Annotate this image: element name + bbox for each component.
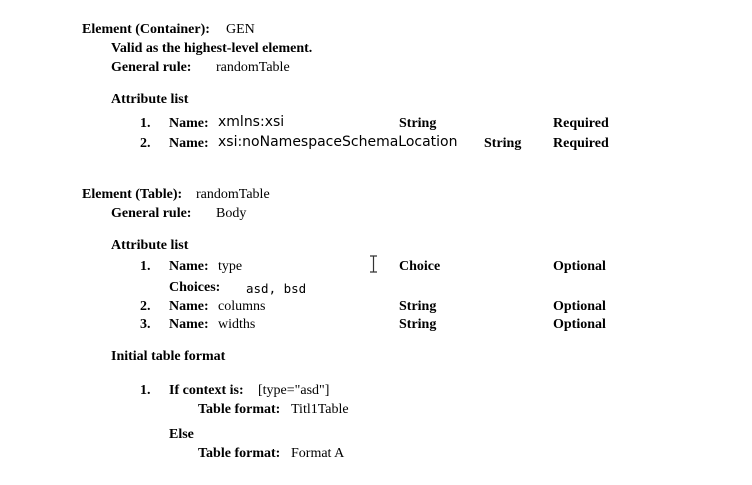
attribute-name-label: Name:: [169, 136, 209, 151]
attribute-type: String: [399, 299, 437, 314]
else-table-format-label: Table format:: [198, 446, 281, 461]
attribute-number: 3.: [140, 317, 151, 332]
attribute-type: Choice: [399, 259, 441, 274]
choices-label: Choices:: [169, 280, 221, 295]
attribute-type: String: [399, 317, 437, 332]
element-table-label: Element (Table):: [82, 187, 183, 202]
initial-table-format-heading: Initial table format: [111, 349, 226, 364]
general-rule-label: General rule:: [111, 206, 192, 221]
format-rule-number: 1.: [140, 383, 151, 398]
element-table-value: randomTable: [196, 187, 270, 202]
general-rule-label: General rule:: [111, 60, 192, 75]
attribute-type: String: [399, 116, 437, 131]
table-format-label: Table format:: [198, 402, 281, 417]
attribute-name: xsi:noNamespaceSchemaLocation: [218, 134, 458, 150]
attribute-name-label: Name:: [169, 317, 209, 332]
element-container-label: Element (Container):: [82, 22, 210, 37]
general-rule-value: Body: [216, 206, 247, 221]
attribute-name-label: Name:: [169, 259, 209, 274]
if-context-label: If context is:: [169, 383, 244, 398]
text-cursor-icon: [369, 255, 378, 273]
attribute-number: 2.: [140, 136, 151, 151]
table-format-value: Titl1Table: [291, 402, 349, 417]
attribute-name: widths: [218, 317, 256, 332]
attribute-number: 1.: [140, 259, 151, 274]
else-table-format-value: Format A: [291, 446, 345, 461]
if-context-value: [type="asd"]: [258, 383, 330, 398]
attribute-list-heading: Attribute list: [111, 92, 189, 107]
general-rule-value: randomTable: [216, 60, 290, 75]
element-container-value: GEN: [226, 22, 255, 37]
attribute-name: type: [218, 259, 243, 274]
attribute-type: String: [484, 136, 522, 151]
attribute-name-label: Name:: [169, 116, 209, 131]
attribute-name-label: Name:: [169, 299, 209, 314]
attribute-name: columns: [218, 299, 266, 314]
choices-value: asd, bsd: [246, 281, 307, 296]
attribute-number: 1.: [140, 116, 151, 131]
container-note: Valid as the highest-level element.: [111, 41, 313, 56]
attribute-name: xmlns:xsi: [218, 114, 285, 130]
attribute-list-heading: Attribute list: [111, 238, 189, 253]
attribute-requirement: Required: [553, 116, 609, 131]
attribute-requirement: Optional: [553, 317, 606, 332]
attribute-requirement: Optional: [553, 259, 606, 274]
attribute-number: 2.: [140, 299, 151, 314]
attribute-requirement: Required: [553, 136, 609, 151]
else-label: Else: [169, 427, 194, 442]
attribute-requirement: Optional: [553, 299, 606, 314]
